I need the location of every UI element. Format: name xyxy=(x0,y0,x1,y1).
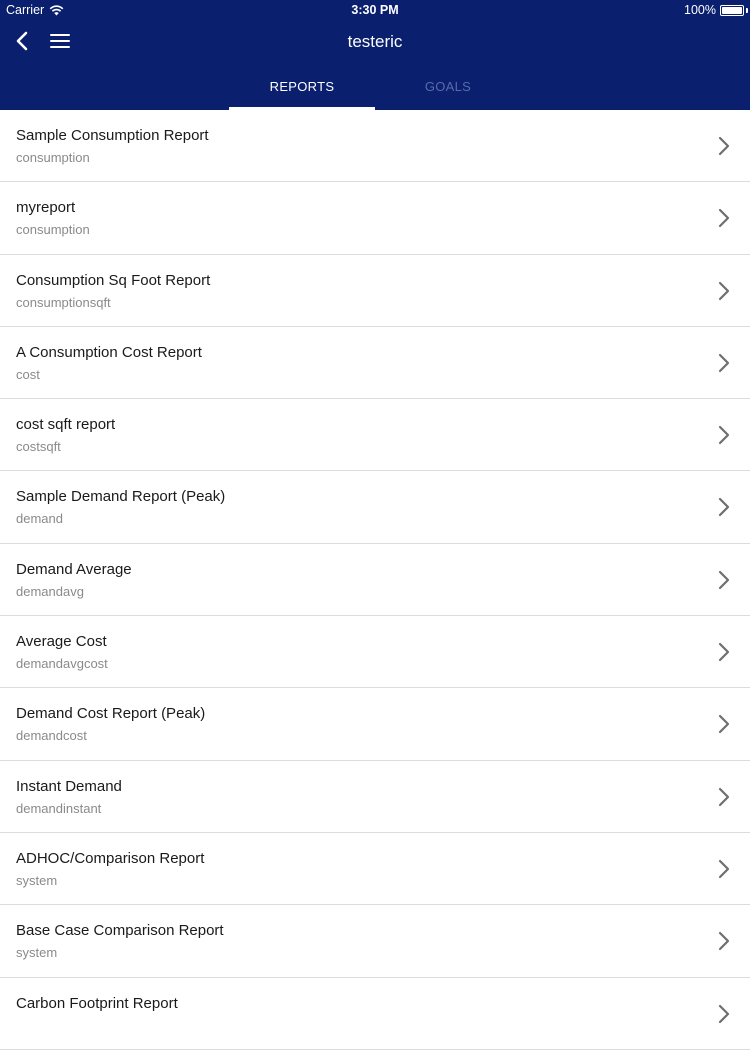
page-title: testeric xyxy=(347,32,403,51)
report-row[interactable] xyxy=(0,761,750,833)
report-type: cost xyxy=(16,366,40,382)
report-title: Instant Demand xyxy=(16,777,122,795)
tab-bar xyxy=(0,62,750,110)
report-row[interactable] xyxy=(0,544,750,616)
status-bar xyxy=(0,0,750,22)
report-title: Sample Consumption Report xyxy=(16,127,209,144)
chevron-right-icon xyxy=(718,931,730,951)
report-row[interactable] xyxy=(0,255,750,327)
report-row[interactable] xyxy=(0,471,750,543)
report-type: consumptionsqft xyxy=(16,294,111,310)
report-title: Average Cost xyxy=(16,633,107,651)
report-title: Carbon Footprint Report xyxy=(16,994,178,1012)
battery-nub xyxy=(746,8,748,13)
report-title: Demand Average xyxy=(16,560,132,578)
report-title: Base Case Comparison Report xyxy=(16,922,224,940)
report-type: consumption xyxy=(16,222,90,238)
clock: 3:30 PM xyxy=(351,3,399,17)
report-type: costsqft xyxy=(16,439,61,455)
app-header xyxy=(0,0,750,110)
carrier-label: Carrier xyxy=(6,3,45,17)
report-row[interactable] xyxy=(0,688,750,760)
chevron-right-icon xyxy=(718,859,730,879)
report-row[interactable] xyxy=(0,327,750,399)
report-type: demandcost xyxy=(16,728,87,744)
report-type: demand xyxy=(16,511,63,527)
chevron-right-icon xyxy=(718,714,730,734)
chevron-right-icon xyxy=(718,1004,730,1024)
report-type: consumption xyxy=(16,150,90,165)
tab-reports[interactable]: REPORTS xyxy=(269,79,335,94)
report-row[interactable] xyxy=(0,110,750,182)
report-title: Consumption Sq Foot Report xyxy=(16,271,211,289)
report-title: Sample Demand Report (Peak) xyxy=(16,488,226,506)
report-type: demandavgcost xyxy=(16,656,108,672)
battery-percent: 100% xyxy=(684,3,716,17)
chevron-right-icon xyxy=(718,136,730,156)
chevron-right-icon xyxy=(718,208,730,228)
report-row[interactable] xyxy=(0,616,750,688)
tab-goals[interactable]: GOALS xyxy=(424,79,472,94)
report-title: Demand Cost Report (Peak) xyxy=(16,705,206,723)
report-title: myreport xyxy=(16,199,76,217)
chevron-right-icon xyxy=(718,497,730,517)
report-row[interactable] xyxy=(0,182,750,254)
report-row[interactable] xyxy=(0,833,750,905)
report-row[interactable] xyxy=(0,399,750,471)
report-title: A Consumption Cost Report xyxy=(16,343,202,361)
report-type: system xyxy=(16,872,58,888)
chevron-right-icon xyxy=(718,642,730,662)
battery-icon xyxy=(720,5,744,16)
chevron-right-icon xyxy=(718,281,730,301)
chevron-right-icon xyxy=(718,570,730,590)
report-row[interactable] xyxy=(0,978,750,1050)
report-row[interactable] xyxy=(0,905,750,977)
report-type: demandavg xyxy=(16,583,84,599)
report-title: cost sqft report xyxy=(16,416,116,434)
chevron-right-icon xyxy=(718,425,730,445)
report-type: demandinstant xyxy=(16,800,102,816)
report-title: ADHOC/Comparison Report xyxy=(16,849,205,867)
chevron-right-icon xyxy=(718,353,730,373)
report-type: system xyxy=(16,945,58,961)
reports-list xyxy=(0,110,750,1012)
chevron-right-icon xyxy=(718,787,730,807)
